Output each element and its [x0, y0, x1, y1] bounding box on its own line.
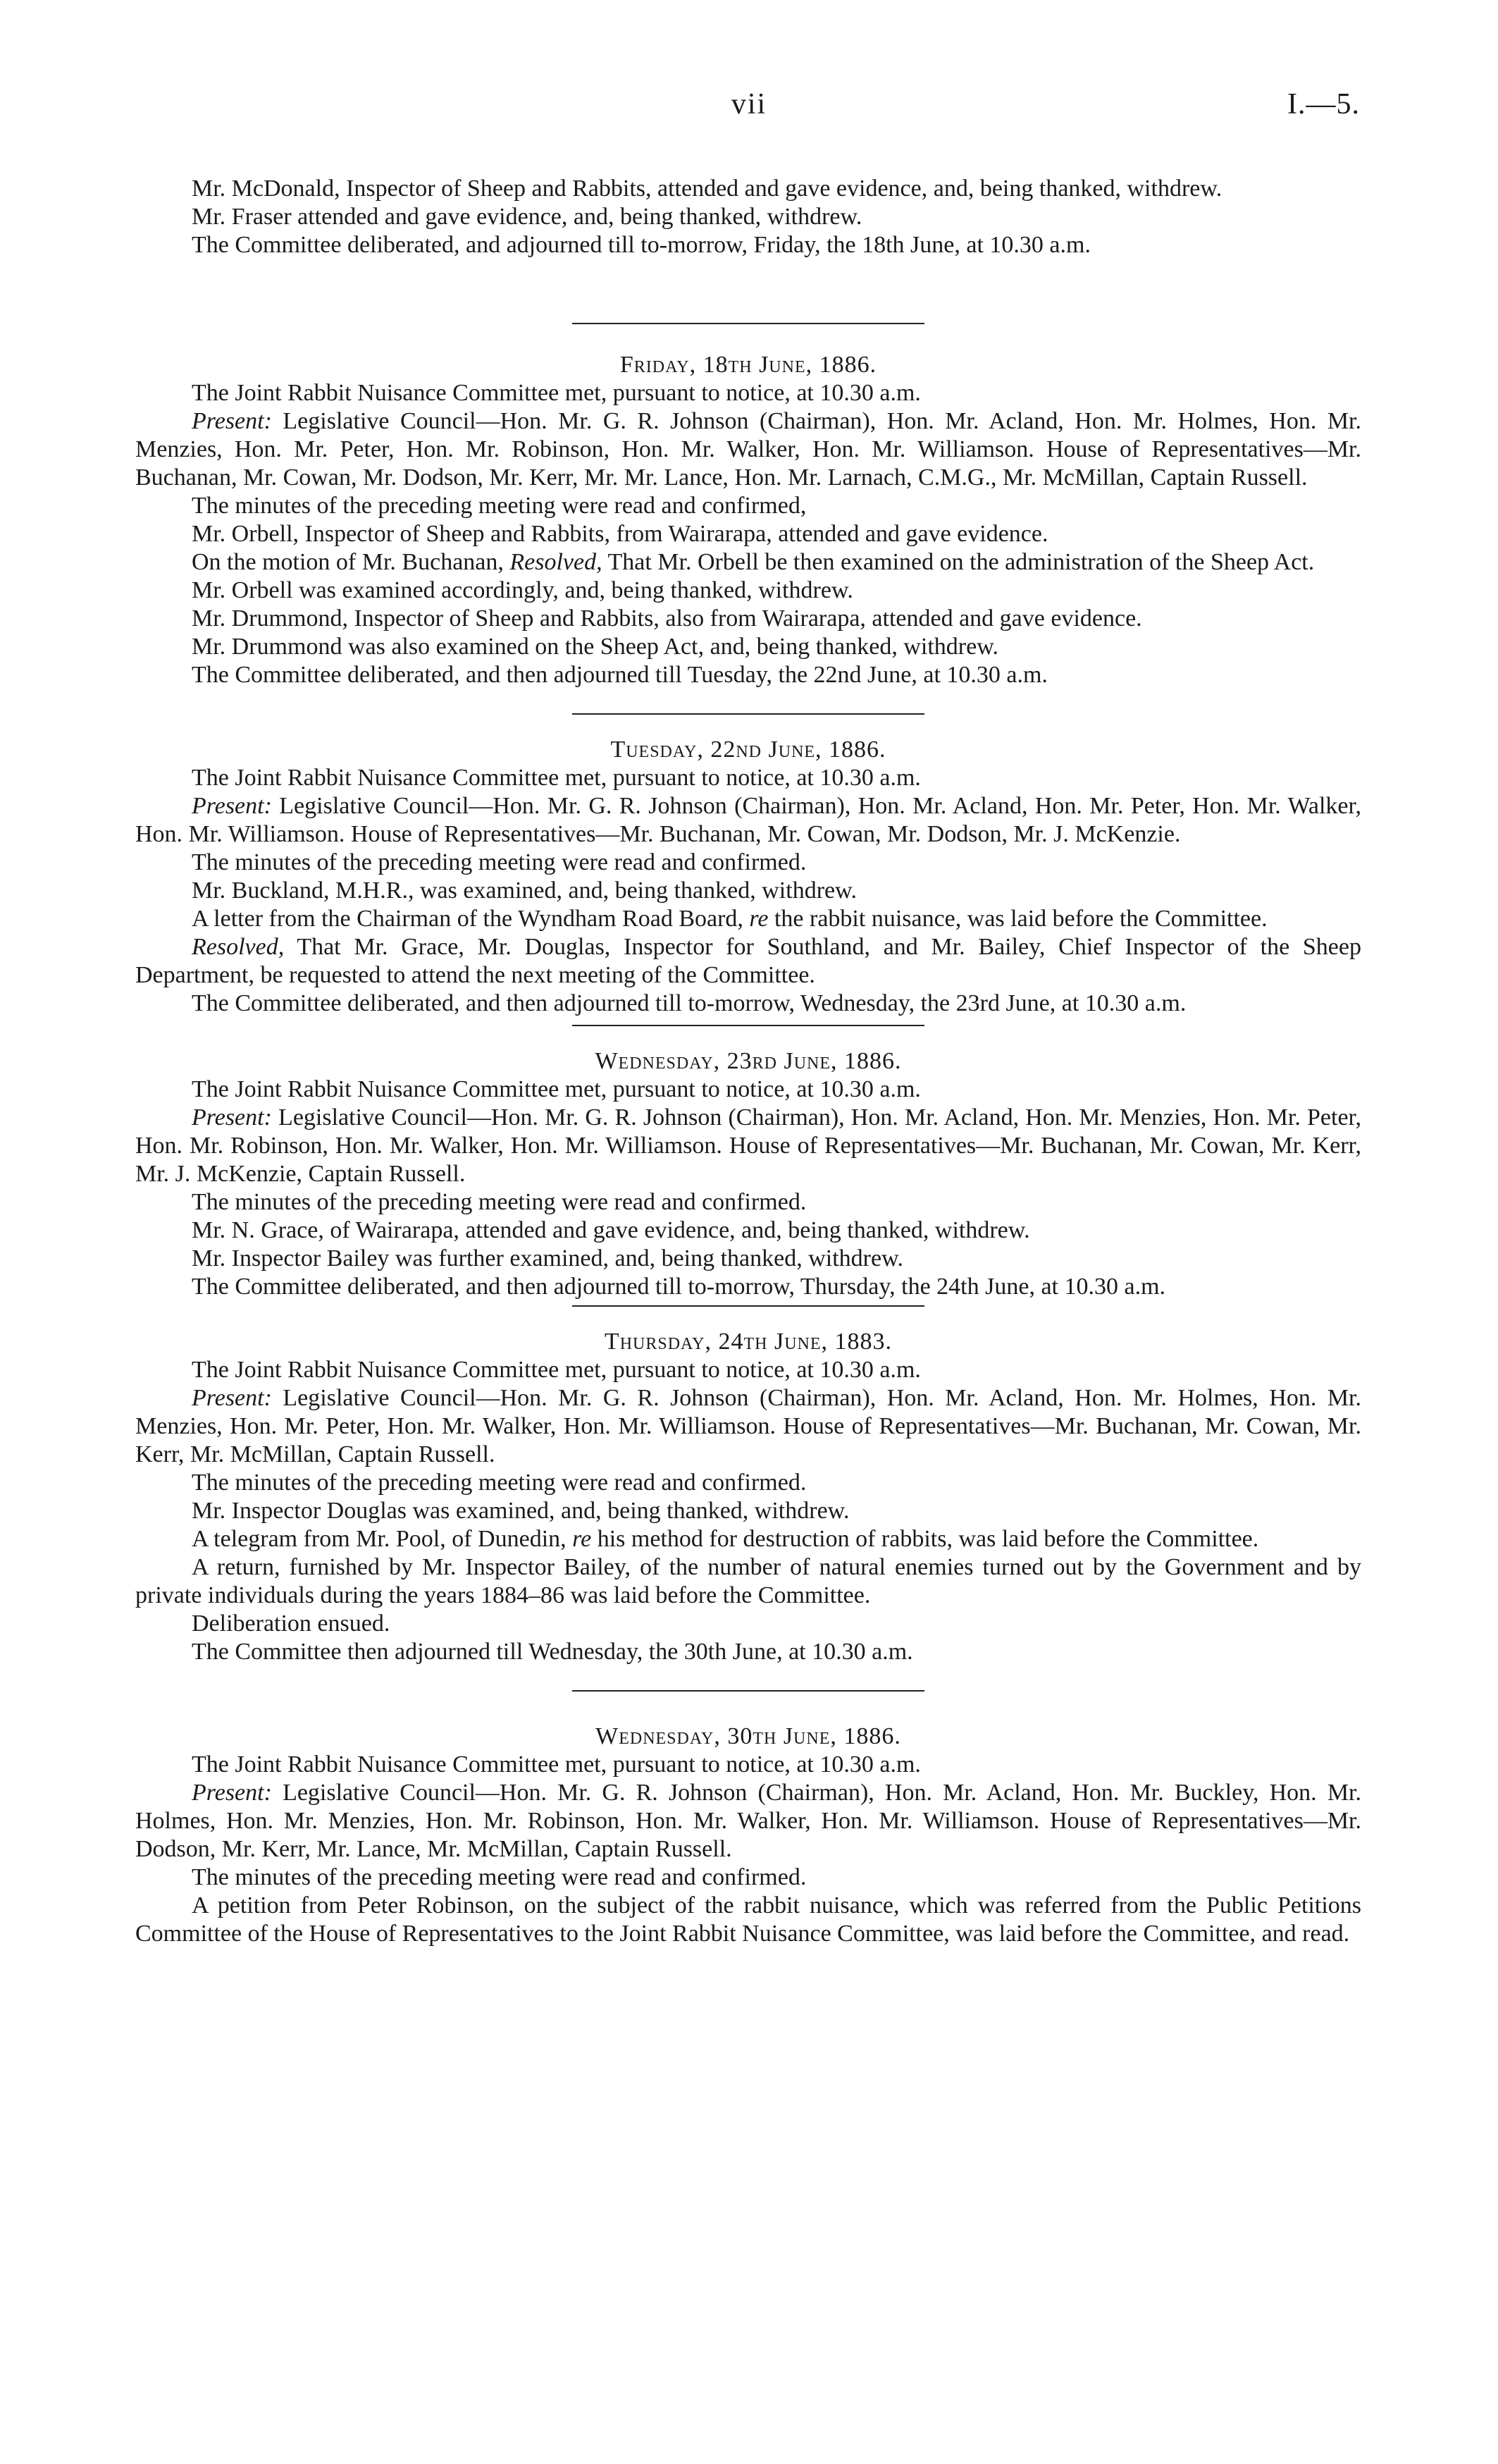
section-divider [572, 713, 924, 715]
intro-section [135, 175, 1361, 259]
text-run: A letter from the Chairman of the Wyndham Road Board, [192, 906, 750, 932]
paragraph: The Committee deliberated, and then adjourned till to-morrow, Wednesday, the 23rd June, at 10.30 a.m. [192, 990, 1187, 1016]
document-body [135, 175, 1361, 1948]
paragraph: Mr. Drummond was also examined on the Sheep Act, and, being thanked, withdrew. [192, 634, 999, 660]
present-list: Legislative Council—Hon. Mr. G. R. Johnson (Chairman), Hon. Mr. Acland, Hon. Mr. Peter, Hon. Mr. Walker, Hon. Mr. Williamson. House of Representatives—Mr. Buchanan, Mr. Cowan, Mr. Dodson, Mr. J. McKenzie. [135, 793, 1361, 847]
section-divider [572, 1025, 924, 1026]
present-list: Legislative Council—Hon. Mr. G. R. Johnson (Chairman), Hon. Mr. Acland, Hon. Mr. Buckley, Hon. Mr. Holmes, Hon. Mr. Menzies, Hon. Mr. Robinson, Hon. Mr. Walker, Hon. Mr. Williamson. House of Representatives—Mr. Dodson, Mr. Kerr, Mr. Lance, Mr. McMillan, Captain Russell. [135, 1780, 1361, 1862]
page-number: vii [731, 88, 767, 121]
paragraph: Mr. Inspector Douglas was examined, and, being thanked, withdrew. [192, 1498, 850, 1524]
page-header [0, 90, 1498, 133]
resolved-label: Resolved, [192, 934, 285, 960]
meeting-date-heading: Wednesday, 30th June, 1886. [595, 1723, 901, 1749]
present-label: Present: [192, 1104, 272, 1131]
meeting-wednesday-30-june [135, 1723, 1361, 1948]
present-paragraph [135, 407, 1361, 492]
present-label: Present: [192, 793, 272, 819]
text-run: his method for destruction of rabbits, was laid before the Committee. [591, 1526, 1259, 1552]
paragraph [135, 1525, 1361, 1553]
present-paragraph [135, 1104, 1361, 1188]
paragraph: The minutes of the preceding meeting were read and confirmed, [192, 493, 807, 519]
present-paragraph [135, 1779, 1361, 1864]
section-divider [572, 1690, 924, 1692]
text-run: On the motion of Mr. Buchanan, [192, 549, 510, 575]
paragraph: The Joint Rabbit Nuisance Committee met, pursuant to notice, at 10.30 a.m. [192, 765, 921, 791]
paragraph: Deliberation ensued. [192, 1610, 390, 1637]
meeting-date-heading: Wednesday, 23rd June, 1886. [595, 1048, 902, 1074]
paragraph: Mr. McDonald, Inspector of Sheep and Rabbits, attended and gave evidence, and, being thanked, withdrew. [192, 175, 1222, 202]
text-run: That Mr. Grace, Mr. Douglas, Inspector for Southland, and Mr. Bailey, Chief Inspector of the Sheep Department, be requested to attend the next meeting of the Committee. [135, 934, 1361, 988]
present-list: Legislative Council—Hon. Mr. G. R. Johnson (Chairman), Hon. Mr. Acland, Hon. Mr. Holmes, Hon. Mr. Menzies, Hon. Mr. Peter, Hon. Mr. Robinson, Hon. Mr. Walker, Hon. Mr. Williamson. House of Representatives—Mr. Buchanan, Mr. Cowan, Mr. Dodson, Mr. Kerr, Mr. Mr. Lance, Hon. Mr. Larnach, C.M.G., Mr. McMillan, Captain Russell. [135, 408, 1361, 491]
present-label: Present: [192, 408, 272, 434]
paragraph [135, 905, 1361, 933]
paragraph: The minutes of the preceding meeting were read and confirmed. [192, 1470, 807, 1496]
meeting-wednesday-23-june [135, 1047, 1361, 1301]
re-label: re [572, 1526, 592, 1552]
paragraph: Mr. Inspector Bailey was further examined, and, being thanked, withdrew. [192, 1245, 903, 1271]
meeting-date-heading: Thursday, 24th June, 1883. [604, 1329, 893, 1355]
paragraph: Mr. Orbell was examined accordingly, and, being thanked, withdrew. [192, 577, 853, 603]
resolution-paragraph [135, 548, 1361, 577]
present-list: Legislative Council—Hon. Mr. G. R. Johnson (Chairman), Hon. Mr. Acland, Hon. Mr. Menzies, Hon. Mr. Peter, Hon. Mr. Robinson, Hon. Mr. Walker, Hon. Mr. Williamson. House of Representatives—Mr. Buchanan, Mr. Cowan, Mr. Kerr, Mr. J. McKenzie, Captain Russell. [135, 1104, 1361, 1187]
paragraph: Mr. Fraser attended and gave evidence, and, being thanked, withdrew. [192, 204, 862, 230]
meeting-thursday-24-june [135, 1328, 1361, 1666]
meeting-friday-18-june [135, 351, 1361, 689]
text-run: That Mr. Orbell be then examined on the administration of the Sheep Act. [602, 549, 1315, 575]
paragraph: Mr. Drummond, Inspector of Sheep and Rabbits, also from Wairarapa, attended and gave evidence. [192, 605, 1142, 632]
paragraph: The Committee deliberated, and adjourned till to-morrow, Friday, the 18th June, at 10.30 a.m. [192, 232, 1091, 258]
text-run: the rabbit nuisance, was laid before the Committee. [768, 906, 1268, 932]
meeting-tuesday-22-june [135, 736, 1361, 1018]
paragraph: A return, furnished by Mr. Inspector Bailey, of the number of natural enemies turned out by the Government and by private individuals during the years 1884–86 was laid before the Committee. [135, 1554, 1361, 1608]
re-label: re [749, 906, 769, 932]
present-paragraph [135, 1384, 1361, 1469]
present-paragraph [135, 792, 1361, 849]
paragraph: Mr. Buckland, M.H.R., was examined, and, being thanked, withdrew. [192, 877, 857, 904]
present-label: Present: [192, 1385, 272, 1411]
present-label: Present: [192, 1780, 272, 1806]
section-divider [572, 1305, 924, 1307]
paragraph: The minutes of the preceding meeting were read and confirmed. [192, 1189, 807, 1215]
paragraph: The minutes of the preceding meeting were read and confirmed. [192, 849, 807, 875]
present-list: Legislative Council—Hon. Mr. G. R. Johnson (Chairman), Hon. Mr. Acland, Hon. Mr. Holmes, Hon. Mr. Menzies, Hon. Mr. Peter, Hon. Mr. Walker, Hon. Mr. Williamson. House of Representatives—Mr. Buchanan, Mr. Cowan, Mr. Kerr, Mr. McMillan, Captain Russell. [135, 1385, 1361, 1467]
meeting-date-heading: Tuesday, 22nd June, 1886. [610, 737, 886, 763]
paragraph: Mr. N. Grace, of Wairarapa, attended and gave evidence, and, being thanked, withdrew. [192, 1217, 1030, 1243]
paper-reference: I.—5. [1287, 88, 1360, 121]
resolved-label: Resolved, [509, 549, 602, 575]
paragraph: The Committee then adjourned till Wednesday, the 30th June, at 10.30 a.m. [192, 1639, 913, 1665]
section-divider [572, 323, 924, 324]
paragraph: A petition from Peter Robinson, on the subject of the rabbit nuisance, which was referred from the Public Petitions Committee of the House of Representatives to the Joint Rabbit Nuisance Committee, was laid before the Committee, and read. [135, 1892, 1361, 1947]
paragraph: Mr. Orbell, Inspector of Sheep and Rabbits, from Wairarapa, attended and gave evidence. [192, 521, 1048, 547]
paragraph: The Joint Rabbit Nuisance Committee met, pursuant to notice, at 10.30 a.m. [192, 1751, 921, 1778]
text-run: A telegram from Mr. Pool, of Dunedin, [192, 1526, 573, 1552]
paragraph: The Joint Rabbit Nuisance Committee met, pursuant to notice, at 10.30 a.m. [192, 1076, 921, 1102]
paragraph: The Committee deliberated, and then adjourned till Tuesday, the 22nd June, at 10.30 a.m. [192, 662, 1048, 688]
paragraph: The Joint Rabbit Nuisance Committee met, pursuant to notice, at 10.30 a.m. [192, 1357, 921, 1383]
resolution-paragraph [135, 933, 1361, 990]
meeting-date-heading: Friday, 18th June, 1886. [619, 352, 877, 378]
paragraph: The minutes of the preceding meeting were read and confirmed. [192, 1864, 807, 1890]
paragraph: The Joint Rabbit Nuisance Committee met, pursuant to notice, at 10.30 a.m. [192, 380, 921, 406]
paragraph: The Committee deliberated, and then adjourned till to-morrow, Thursday, the 24th June, at 10.30 a.m. [192, 1274, 1166, 1300]
